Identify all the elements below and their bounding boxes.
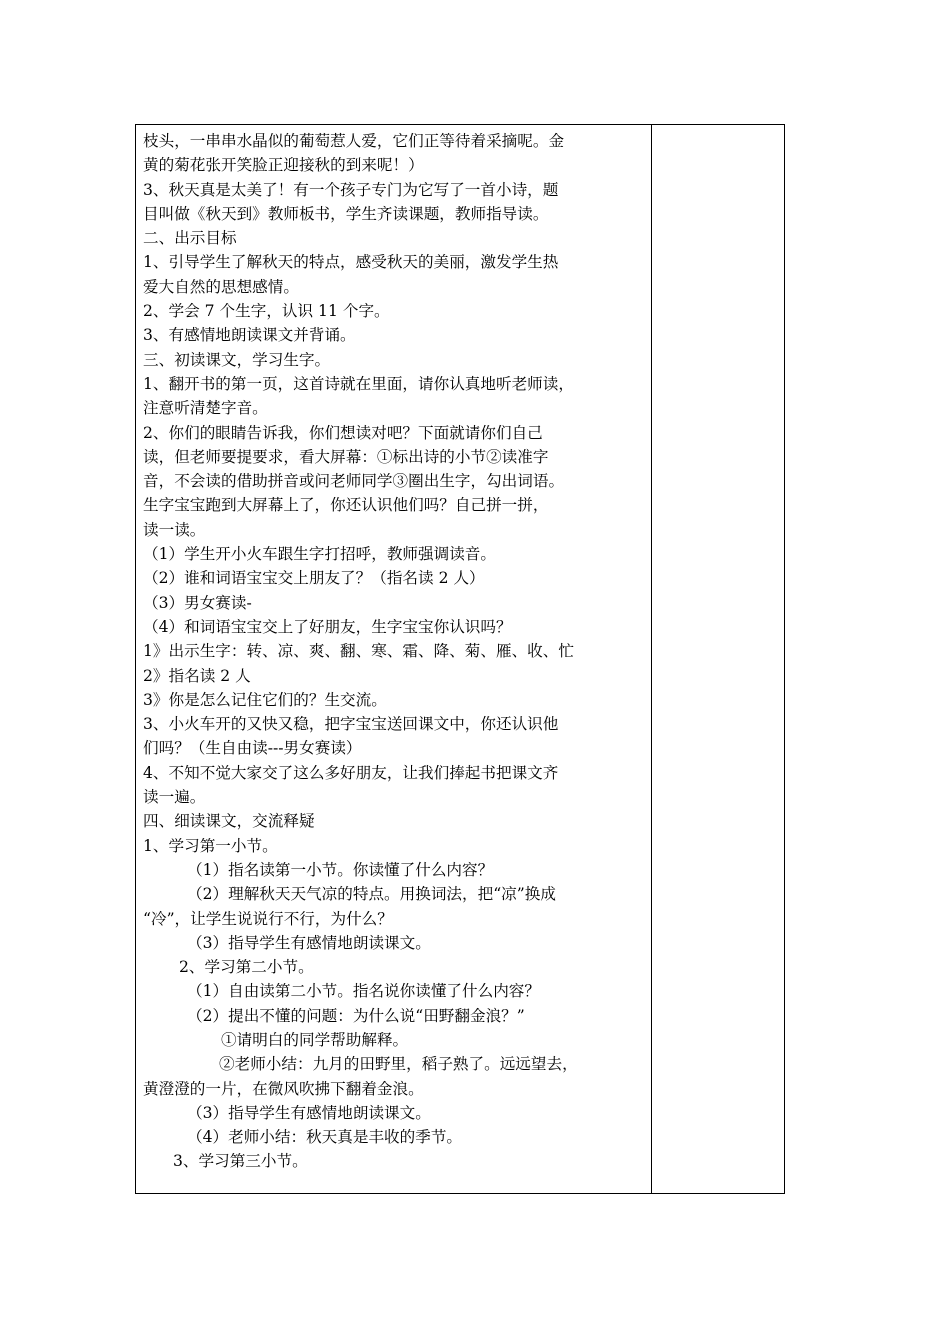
text-line: 1》出示生字：转、凉、爽、翻、寒、霜、降、菊、雁、收、忙 bbox=[143, 642, 574, 661]
text-line: 4、不知不觉大家交了这么多好朋友，让我们捧起书把课文齐 bbox=[143, 763, 559, 782]
text-line: 2》指名读 2 人 bbox=[143, 666, 251, 685]
text-line: 爱大自然的思想感情。 bbox=[143, 277, 299, 296]
text-line: 黄澄澄的一片，在微风吹拂下翻着金浪。 bbox=[143, 1079, 424, 1098]
text-line: （3）指导学生有感情地朗读课文。 bbox=[187, 933, 431, 952]
text-line: 1、引导学生了解秋天的特点，感受秋天的美丽，激发学生热 bbox=[143, 253, 559, 272]
text-line: 1、翻开书的第一页，这首诗就在里面，请你认真地听老师读， bbox=[143, 374, 574, 393]
text-line: （1）自由读第二小节。指名说你读懂了什么内容？ bbox=[187, 982, 540, 1001]
text-line: “冷”，让学生说说行不行，为什么？ bbox=[143, 909, 393, 928]
text-line: （1）学生开小火车跟生字打招呼，教师强调读音。 bbox=[143, 545, 496, 564]
text-line: 三、初读课文，学习生字。 bbox=[143, 350, 331, 369]
text-line: ②老师小结：九月的田野里，稻子熟了。远远望去， bbox=[219, 1055, 578, 1074]
text-line: （3）男女赛读- bbox=[143, 593, 252, 612]
text-line: （1）指名读第一小节。你读懂了什么内容？ bbox=[187, 860, 494, 879]
lesson-table bbox=[135, 124, 785, 1194]
text-line: （2）提出不懂的问题：为什么说“田野翻金浪？” bbox=[187, 1006, 525, 1025]
text-line: 3、秋天真是太美了！有一个孩子专门为它写了一首小诗，题 bbox=[143, 180, 559, 199]
text-line: 黄的菊花张开笑脸正迎接秋的到来呢！） bbox=[143, 156, 424, 175]
text-line: 二、出示目标 bbox=[143, 229, 237, 248]
notes-cell bbox=[652, 125, 784, 1193]
text-line: 3、有感情地朗读课文并背诵。 bbox=[143, 326, 356, 345]
text-line: 2、学习第二小节。 bbox=[179, 958, 314, 977]
text-line: （3）指导学生有感情地朗读课文。 bbox=[187, 1103, 431, 1122]
text-line: 3、学习第三小节。 bbox=[173, 1152, 308, 1171]
text-line: ①请明白的同学帮助解释。 bbox=[221, 1030, 409, 1049]
text-line: 读一读。 bbox=[143, 520, 206, 539]
text-line: 注意听清楚字音。 bbox=[143, 399, 268, 418]
text-line: （2）理解秋天天气凉的特点。用换词法，把“凉”换成 bbox=[187, 885, 556, 904]
text-line: 3、小火车开的又快又稳，把字宝宝送回课文中，你还认识他 bbox=[143, 715, 559, 734]
text-line: （4）老师小结：秋天真是丰收的季节。 bbox=[187, 1128, 463, 1147]
text-line: 四、细读课文，交流释疑 bbox=[143, 812, 315, 831]
lesson-text bbox=[143, 129, 648, 1174]
text-line: （2）谁和词语宝宝交上朋友了？（指名读 2 人） bbox=[143, 569, 485, 588]
text-line: 目叫做《秋天到》教师板书，学生齐读课题，教师指导读。 bbox=[143, 204, 549, 223]
text-line: 读，但老师要提要求，看大屏幕：①标出诗的小节②读准字 bbox=[143, 447, 549, 466]
text-line: 音，不会读的借助拼音或问老师同学③圈出生字，勾出词语。 bbox=[143, 472, 565, 491]
lesson-content-cell bbox=[136, 125, 652, 1193]
text-line: 读一遍。 bbox=[143, 788, 206, 807]
text-line: （4）和词语宝宝交上了好朋友，生字宝宝你认识吗？ bbox=[143, 617, 512, 636]
text-line: 们吗？（生自由读---男女赛读） bbox=[143, 739, 362, 758]
text-line: 枝头，一串串水晶似的葡萄惹人爱，它们正等待着采摘呢。金 bbox=[143, 132, 565, 150]
text-line: 2、你们的眼睛告诉我，你们想读对吧？下面就请你们自己 bbox=[143, 423, 543, 442]
text-line: 3》你是怎么记住它们的？生交流。 bbox=[143, 690, 387, 709]
text-line: 2、学会 7 个生字，认识 11 个字。 bbox=[143, 302, 390, 321]
text-line: 生字宝宝跑到大屏幕上了，你还认识他们吗？自己拼一拼， bbox=[143, 496, 549, 515]
text-line: 1、学习第一小节。 bbox=[143, 836, 278, 855]
